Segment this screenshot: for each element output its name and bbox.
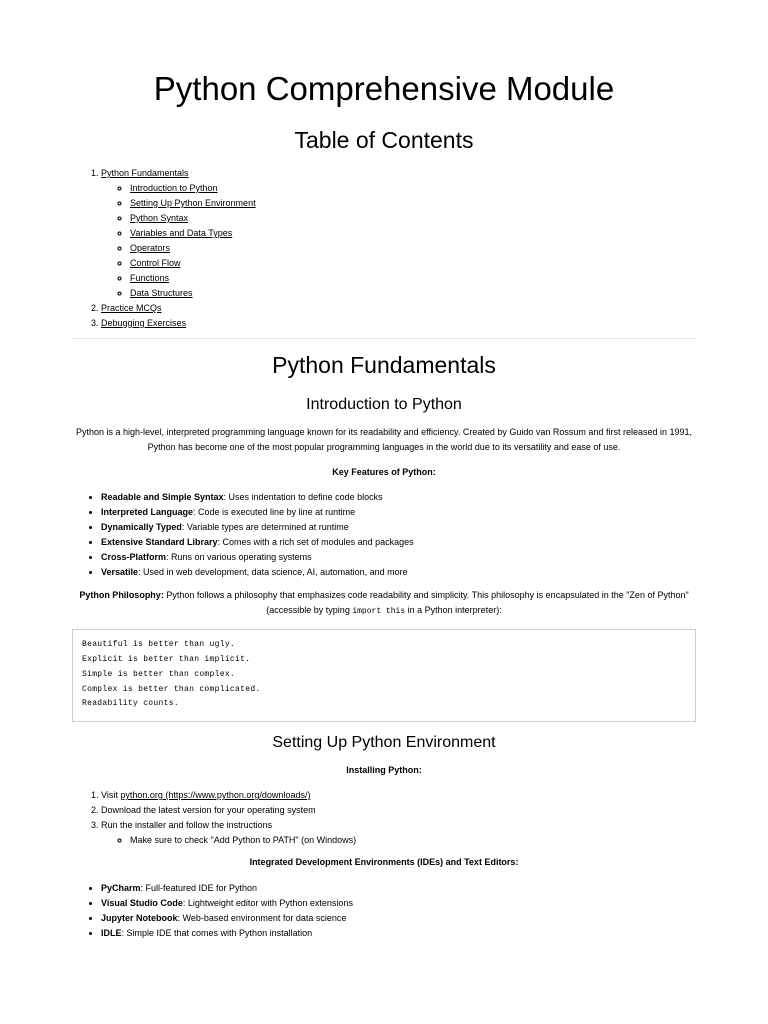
toc-link-functions[interactable]: Functions xyxy=(130,273,170,283)
feature-term: Dynamically Typed xyxy=(101,522,182,532)
toc-subitem xyxy=(130,256,256,271)
python-org-link[interactable]: python.org (https://www.python.org/downloads/) xyxy=(120,790,311,800)
toc-subitem xyxy=(130,181,256,196)
ide-label: Integrated Development Environments (IDEs) and Text Editors: xyxy=(249,857,519,867)
philosophy-text: in a Python interpreter): xyxy=(405,605,502,615)
list-item xyxy=(101,896,353,911)
list-item xyxy=(101,550,414,565)
toc-sublist xyxy=(101,181,256,301)
installing-label: Installing Python: xyxy=(346,765,422,775)
feature-term: Cross-Platform xyxy=(101,552,167,562)
feature-term: Extensive Standard Library xyxy=(101,537,218,547)
list-item xyxy=(101,881,353,896)
toc-link-introduction[interactable]: Introduction to Python xyxy=(130,183,218,193)
toc-subitem xyxy=(130,271,256,286)
inline-code: import this xyxy=(352,607,406,616)
feature-desc: : Comes with a rich set of modules and packages xyxy=(217,537,414,547)
toc-item xyxy=(101,166,256,301)
list-item xyxy=(101,803,356,818)
key-features-list xyxy=(101,490,414,580)
toc-subitem xyxy=(130,241,256,256)
page-title: Python Comprehensive Module xyxy=(153,70,615,107)
toc-link-python-fundamentals[interactable]: Python Fundamentals xyxy=(101,168,189,178)
feature-desc: : Uses indentation to define code blocks xyxy=(223,492,383,502)
toc-link-debugging-exercises[interactable]: Debugging Exercises xyxy=(101,318,187,328)
toc-link-syntax[interactable]: Python Syntax xyxy=(130,213,189,223)
list-item xyxy=(130,833,356,848)
section-heading-fundamentals: Python Fundamentals xyxy=(272,352,496,378)
step-text: Make sure to check "Add Python to PATH" (on Windows) xyxy=(130,835,357,845)
section-divider xyxy=(72,338,696,339)
list-item xyxy=(101,926,353,941)
step-text: Visit xyxy=(101,790,121,800)
ide-term: Visual Studio Code xyxy=(101,898,183,908)
list-item xyxy=(101,490,414,505)
toc-heading: Table of Contents xyxy=(294,127,474,153)
list-item xyxy=(101,565,414,580)
philosophy-text: Python follows a philosophy that emphasizes code readability and simplicity. This philosophy is encapsulated in the "Zen of Python" (accessible by typing xyxy=(163,590,689,615)
toc-item xyxy=(101,316,256,331)
list-item xyxy=(101,520,414,535)
code-line: Beautiful is better than ugly. xyxy=(82,640,236,649)
list-item xyxy=(101,818,356,848)
ide-desc: : Lightweight editor with Python extensions xyxy=(182,898,353,908)
feature-desc: : Code is executed line by line at runtime xyxy=(193,507,356,517)
step-text: Download the latest version for your operating system xyxy=(101,805,316,815)
ide-term: Jupyter Notebook xyxy=(101,913,178,923)
toc-link-setup[interactable]: Setting Up Python Environment xyxy=(130,198,256,208)
toc-subitem xyxy=(130,226,256,241)
ide-desc: : Full-featured IDE for Python xyxy=(140,883,258,893)
table-of-contents xyxy=(101,166,256,331)
intro-paragraph: Python is a high-level, interpreted programming language known for its readability and efficiency. Created by Guido van Rossum and first released in 1991, Python has become one of the most popular programming languages in the world due to its versatility and ease of use. xyxy=(75,427,692,452)
code-line: Simple is better than complex. xyxy=(82,670,236,679)
philosophy-term: Python Philosophy: xyxy=(79,590,164,600)
feature-term: Versatile xyxy=(101,567,139,577)
install-steps-list xyxy=(101,788,356,848)
list-item xyxy=(101,911,353,926)
feature-term: Interpreted Language xyxy=(101,507,194,517)
subsection-heading-introduction: Introduction to Python xyxy=(306,396,462,413)
ide-desc: : Web-based environment for data science xyxy=(177,913,347,923)
list-item xyxy=(101,788,356,803)
toc-link-variables[interactable]: Variables and Data Types xyxy=(130,228,233,238)
code-line: Complex is better than complicated. xyxy=(82,685,261,694)
philosophy-paragraph xyxy=(72,588,696,619)
ide-list xyxy=(101,881,353,941)
feature-desc: : Variable types are determined at runtime xyxy=(181,522,349,532)
code-line: Explicit is better than implicit. xyxy=(82,655,251,664)
toc-subitem xyxy=(130,286,256,301)
toc-link-operators[interactable]: Operators xyxy=(130,243,171,253)
list-item xyxy=(101,505,414,520)
feature-desc: : Used in web development, data science, AI, automation, and more xyxy=(138,567,408,577)
subsection-heading-setup: Setting Up Python Environment xyxy=(272,734,496,751)
code-block xyxy=(72,629,696,722)
list-item xyxy=(101,535,414,550)
step-sublist xyxy=(101,833,356,848)
feature-desc: : Runs on various operating systems xyxy=(166,552,312,562)
toc-item xyxy=(101,301,256,316)
toc-link-practice-mcqs[interactable]: Practice MCQs xyxy=(101,303,162,313)
toc-subitem xyxy=(130,196,256,211)
ide-term: IDLE xyxy=(101,928,122,938)
toc-link-data-structures[interactable]: Data Structures xyxy=(130,288,193,298)
code-line: Readability counts. xyxy=(82,699,179,708)
step-text: Run the installer and follow the instructions xyxy=(101,820,273,830)
key-features-label: Key Features of Python: xyxy=(332,467,436,477)
ide-desc: : Simple IDE that comes with Python installation xyxy=(121,928,313,938)
toc-link-control-flow[interactable]: Control Flow xyxy=(130,258,181,268)
toc-subitem xyxy=(130,211,256,226)
feature-term: Readable and Simple Syntax xyxy=(101,492,224,502)
ide-term: PyCharm xyxy=(101,883,141,893)
